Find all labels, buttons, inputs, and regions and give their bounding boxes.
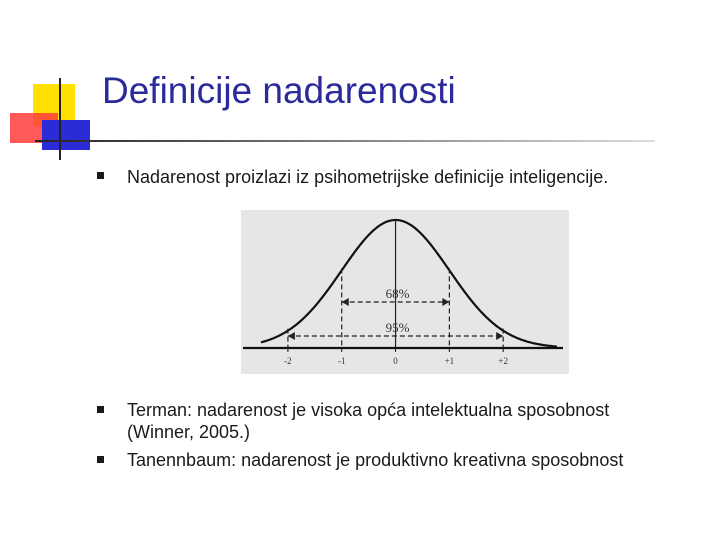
range-arrow-head: [288, 332, 295, 340]
x-tick-label: 0: [393, 356, 398, 366]
x-tick-label: +2: [498, 356, 508, 366]
bullet-icon: [97, 406, 104, 413]
bullet-text-3: [127, 449, 623, 471]
x-tick-label: -1: [337, 356, 346, 366]
bell-curve-svg: [241, 210, 569, 374]
x-tick-label: -2: [284, 356, 292, 366]
bullet-2-line-2: (Winner, 2005.): [127, 422, 251, 442]
title-underline: [35, 140, 655, 142]
range-label: 68%: [385, 286, 410, 301]
decor-blue-square: [42, 120, 90, 150]
bullet-3-line-1: Tanennbaum: nadarenost je produktivno kreativna sposobnost: [127, 450, 624, 470]
bullet-text-2: [127, 399, 609, 443]
bullet-icon: [97, 456, 104, 463]
bullet-1-line-1: Nadarenost proizlazi iz psihometrijske definicije inteligencije.: [127, 167, 609, 187]
bullet-text-1: [127, 166, 608, 188]
decor-vertical-line: [59, 78, 61, 160]
normal-distribution-chart: [241, 210, 569, 374]
x-tick-label: +1: [444, 356, 455, 366]
range-arrow-head: [496, 332, 503, 340]
bullet-icon: [97, 172, 104, 179]
range-arrow-head: [442, 298, 449, 306]
range-arrow-head: [342, 298, 349, 306]
range-label: 95%: [385, 320, 410, 335]
bullet-2-line-1: Terman: nadarenost je visoka opća intelektualna sposobnost: [127, 400, 610, 420]
slide-title: Definicije nadarenosti: [102, 70, 456, 111]
